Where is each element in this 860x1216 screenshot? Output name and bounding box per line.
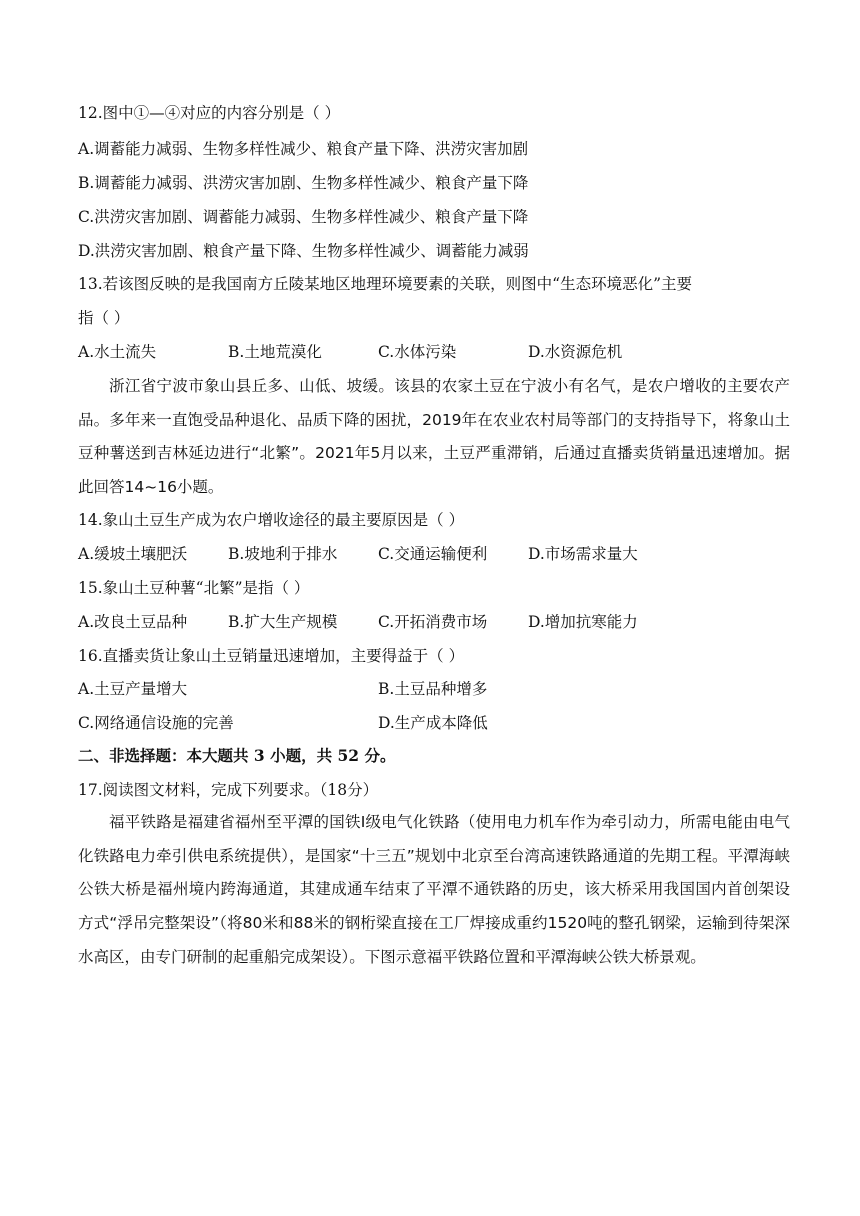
q16-option-c: C.网络通信设施的完善 bbox=[78, 714, 234, 732]
q15-stem: 15.象山土豆种薯“北繁”是指（ ） bbox=[78, 579, 310, 597]
q16-options-row2 bbox=[78, 712, 790, 734]
q12-option-b: B.调蓄能力减弱、洪涝灾害加剧、生物多样性减少、粮食产量下降 bbox=[78, 174, 529, 192]
q15-option-a: A.改良土豆品种 bbox=[78, 613, 188, 631]
q12-option-d: D.洪涝灾害加剧、粮食产量下降、生物多样性减少、调蓄能力减弱 bbox=[78, 242, 529, 260]
q14-options bbox=[78, 543, 790, 565]
q15-option-d: D.增加抗寒能力 bbox=[528, 613, 638, 631]
q17-stem: 17.阅读图文材料，完成下列要求。（18分） bbox=[78, 781, 379, 799]
q16-options-row1 bbox=[78, 678, 790, 700]
q16-option-a: A.土豆产量增大 bbox=[78, 680, 188, 698]
railway-passage: 福平铁路是福建省福州至平潭的国铁Ⅰ级电气化铁路（使用电力机车作为牵引动力，所需电能由电气化铁路电力牵引供电系统提供），是国家“十三五”规划中北京至台湾高速铁路通道的先期工程。平潭海峡公铁大桥是福州境内跨海通道，其建成通车结束了平潭不通铁路的历史，该大桥采用我国国内首创架设方式“浮吊完整架设”（将80米和88米的钢桁梁直接在工厂焊接成重约1520吨的整孔钢梁，运输到待架深水高区，由专门研制的起重船完成架设）。下图示意福平铁路位置和平潭海峡公铁大桥景观。 bbox=[78, 813, 790, 966]
q14-stem: 14.象山土豆生产成为农户增收途径的最主要原因是（ ） bbox=[78, 511, 465, 529]
q13-stem-line2: 指（ ） bbox=[78, 309, 130, 327]
q16-stem: 16.直播卖货让象山土豆销量迅速增加，主要得益于（ ） bbox=[78, 647, 465, 665]
q13-option-d: D.水资源危机 bbox=[528, 343, 623, 361]
q14-option-d: D.市场需求量大 bbox=[528, 545, 638, 563]
potato-passage: 浙江省宁波市象山县丘多、山低、坡缓。该县的农家土豆在宁波小有名气，是农户增收的主要农产品。多年来一直饱受品种退化、品质下降的困扰，2019年在农业农村局等部门的支持指导下，将象山土豆种薯送到吉林延边进行“北繁”。2021年5月以来，土豆严重滞销，后通过直播卖货销量迅速增加。据此回答14~16小题。 bbox=[78, 377, 790, 497]
q12-stem: 12.图中①—④对应的内容分别是（ ） bbox=[78, 104, 341, 122]
q13-option-c: C.水体污染 bbox=[378, 343, 457, 361]
q13-option-a: A.水土流失 bbox=[78, 343, 157, 361]
q14-option-c: C.交通运输便利 bbox=[378, 545, 488, 563]
q12-option-c: C.洪涝灾害加剧、调蓄能力减弱、生物多样性减少、粮食产量下降 bbox=[78, 208, 529, 226]
q15-option-c: C.开拓消费市场 bbox=[378, 613, 488, 631]
q15-options bbox=[78, 611, 790, 633]
q13-option-b: B.土地荒漠化 bbox=[228, 343, 322, 361]
q15-option-b: B.扩大生产规模 bbox=[228, 613, 338, 631]
q16-option-d: D.生产成本降低 bbox=[378, 714, 488, 732]
q14-option-a: A.缓坡土壤肥沃 bbox=[78, 545, 188, 563]
section-heading: 二、非选择题：本大题共 3 小题，共 52 分。 bbox=[78, 746, 396, 765]
q16-option-b: B.土豆品种增多 bbox=[378, 680, 488, 698]
q13-options bbox=[78, 341, 790, 363]
q12-option-a: A.调蓄能力减弱、生物多样性减少、粮食产量下降、洪涝灾害加剧 bbox=[78, 140, 529, 158]
q14-option-b: B.坡地利于排水 bbox=[228, 545, 338, 563]
q13-stem-line1: 13.若该图反映的是我国南方丘陵某地区地理环境要素的关联，则图中“生态环境恶化”主要 bbox=[78, 275, 693, 293]
